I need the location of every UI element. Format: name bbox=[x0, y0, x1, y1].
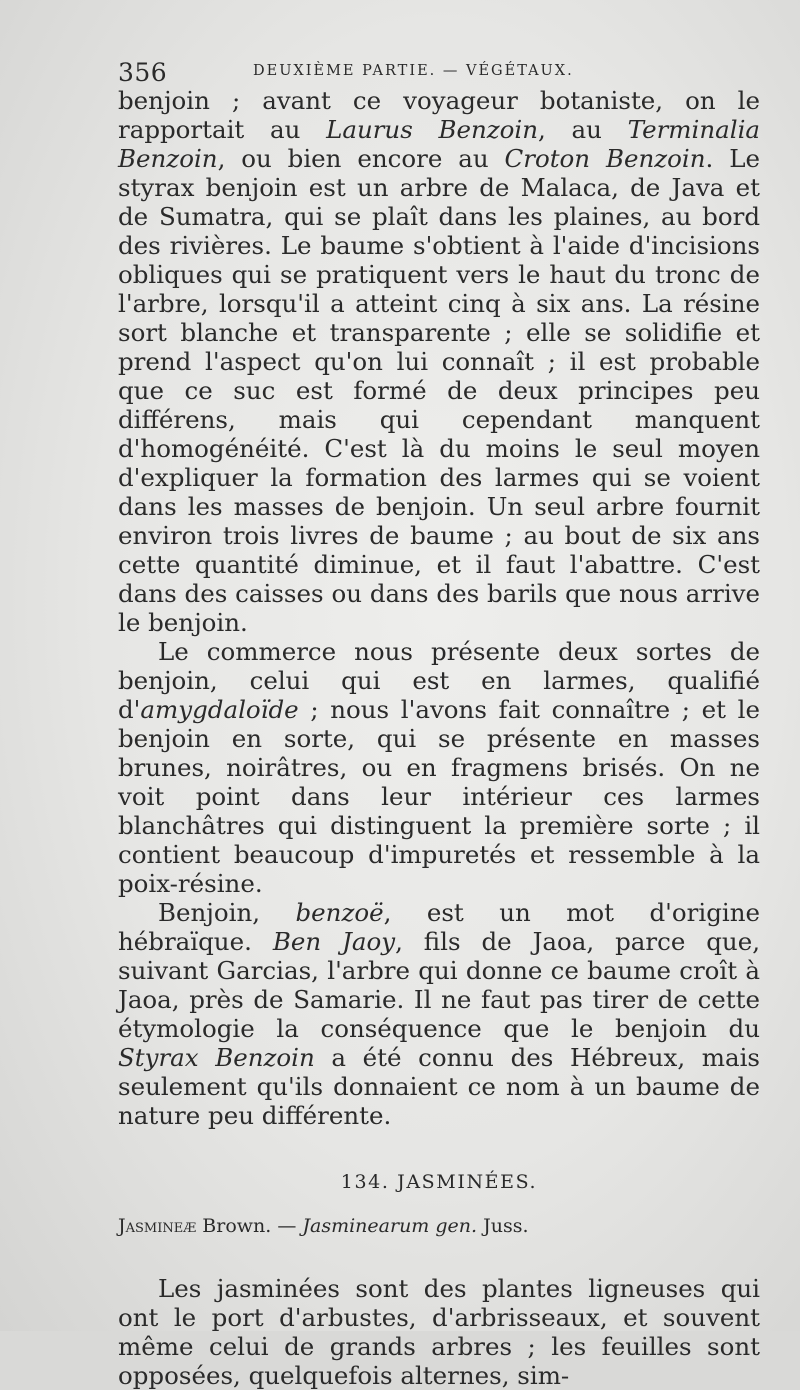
paragraph-jasminees: Les jasminées sont des plantes ligneuses qui ont le port d'arbustes, d'arbrisseaux, et souvent même celui de grands arbres ; les feuilles sont opposées, quelquefois alternes, sim- bbox=[118, 1274, 760, 1390]
author-text: Brown. — bbox=[196, 1215, 303, 1237]
paragraph-etymology bbox=[118, 898, 760, 1130]
paragraph-text: benjoin ; avant ce voyageur botaniste, on le rapportait au bbox=[118, 86, 760, 144]
term: benzoë bbox=[295, 898, 384, 927]
paragraph-styrax-benjoin bbox=[118, 86, 760, 637]
paragraph-commerce bbox=[118, 637, 760, 898]
paragraph-text: , ou bien encore au bbox=[217, 144, 505, 173]
family-name: Jasmineæ bbox=[118, 1215, 197, 1237]
page-body bbox=[118, 86, 760, 1390]
paragraph-text: Le commerce nous présente deux sortes de benjoin, celui qui est en larmes, qualifié d' bbox=[118, 637, 760, 724]
synonymy-line bbox=[118, 1214, 760, 1238]
term: amygdaloïde bbox=[140, 695, 299, 724]
author-text: Juss. bbox=[477, 1215, 529, 1237]
species-name: Croton Benzoin bbox=[504, 144, 706, 173]
term: Ben Jaoy bbox=[272, 927, 396, 956]
paragraph-text: , fils de Jaoa, parce que, suivant Garcias, l'arbre qui donne ce baume croît à Jaoa, près de Samarie. Il ne faut pas tirer de cette étymologie la conséquence que le benjoin du bbox=[118, 927, 761, 1043]
species-name: Terminalia Benzoin bbox=[118, 115, 761, 173]
page-number: 356 bbox=[118, 58, 168, 87]
paragraph-text: , est un mot d'origine hébraïque. bbox=[118, 898, 760, 956]
section-heading: 134. JASMINÉES. bbox=[340, 1171, 538, 1193]
species-name: Laurus Benzoin bbox=[326, 115, 539, 144]
genus-name: Jasminearum gen. bbox=[302, 1215, 478, 1237]
species-name: Styrax Benzoin bbox=[118, 1043, 315, 1072]
running-head: DEUXIÈME PARTIE. — VÉGÉTAUX. bbox=[253, 63, 574, 79]
paragraph-text: ; nous l'avons fait connaître ; et le benjoin en sorte, qui se présente en masses brunes, noirâtres, ou en fragmens brisés. On ne voit point dans leur intérieur ces larmes blanchâtres qui distinguent la première sorte ; il contient beaucoup d'impuretés et ressemble à la poix-résine. bbox=[118, 695, 760, 898]
paragraph-text: Benjoin, bbox=[158, 898, 296, 927]
paragraph-text: , au bbox=[538, 115, 628, 144]
paragraph-text: a été connu des Hébreux, mais seulement qu'ils donnaient ce nom à un baume de nature peu différente. bbox=[118, 1043, 760, 1130]
spacer bbox=[118, 1238, 760, 1274]
paragraph-text: . Le styrax benjoin est un arbre de Malaca, de Java et de Sumatra, qui se plaît dans les plaines, au bord des rivières. Le baume s'obtient à l'aide d'incisions obliques qui se pratiquent vers le haut du tronc de l'arbre, lorsqu'il a atteint cinq à six ans. La résine sort blanche et transparente ; elle se solidifie et prend l'aspect qu'on lui connaît ; il est probable que ce suc est formé de deux principes peu différens, mais qui cependant manquent d'homogénéité. C'est là du moins le seul moyen d'expliquer la formation des larmes qui se voient dans les masses de benjoin. Un seul arbre fournit environ trois livres de baume ; au bout de six ans cette quantité diminue, et il faut l'abattre. C'est dans des caisses ou dans des barils que nous arrive le benjoin. bbox=[118, 144, 760, 637]
